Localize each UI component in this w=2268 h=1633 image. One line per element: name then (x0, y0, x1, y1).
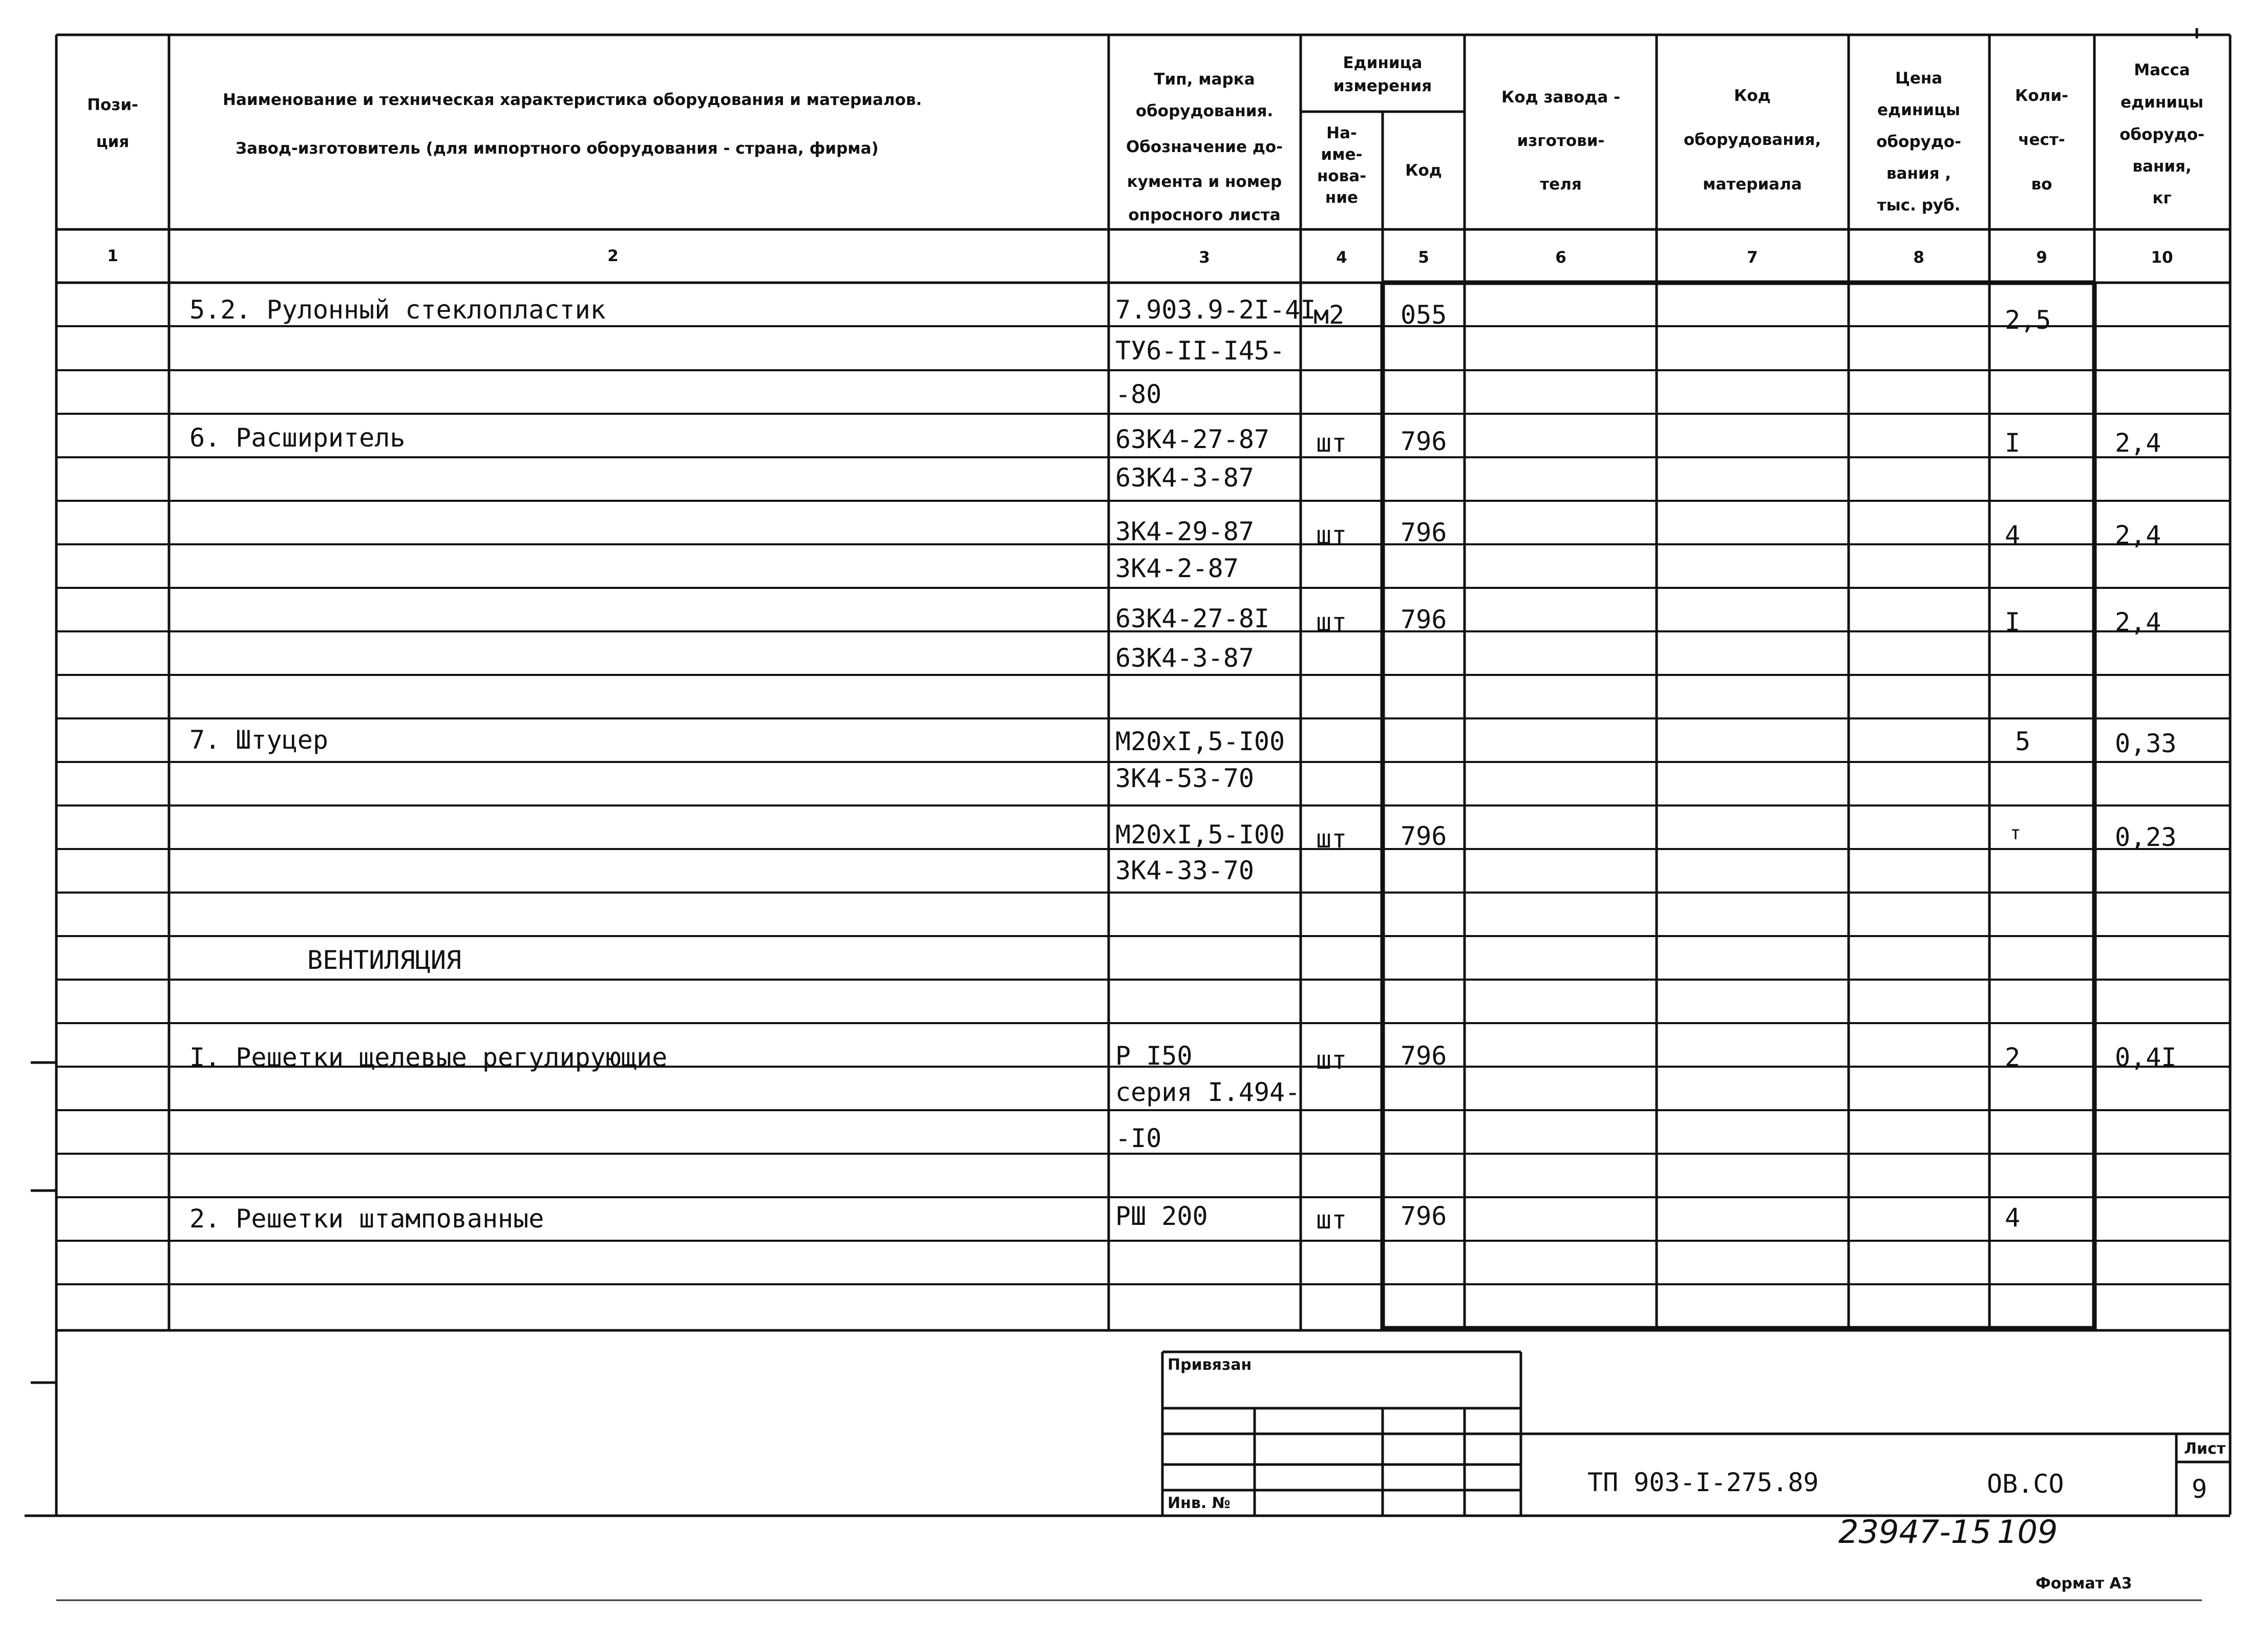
row-mass: 0,4I (2115, 1043, 2177, 1072)
handwritten-number: 23947-15 (1838, 1513, 1991, 1551)
row-type: М20хI,5-I00 (1115, 727, 1285, 756)
header-col6-line2: изготови- (1517, 132, 1605, 150)
row-type: РШ 200 (1115, 1201, 1208, 1231)
row-name: 2. Решетки штампованные (189, 1204, 544, 1234)
row-mass: 2,4 (2115, 520, 2161, 550)
row-type: 63К4-3-87 (1115, 463, 1254, 493)
row-unit: шт (1316, 1045, 1347, 1075)
format-label: Формат А3 (2036, 1575, 2132, 1593)
row-qty: 4 (2005, 520, 2021, 550)
header-col3-line1: Тип, марка (1154, 70, 1255, 89)
header-col7-line3: материала (1703, 175, 1802, 194)
row-name: 5.2. Рулонный стеклопластик (189, 295, 606, 325)
column-number-8: 8 (1913, 248, 1924, 267)
row-unit: шт (1316, 607, 1347, 637)
header-col4-line4: ние (1325, 188, 1359, 207)
row-type: -80 (1115, 379, 1162, 409)
header-col10-line5: кг (2152, 189, 2172, 207)
row-type: 63К4-27-8I (1115, 604, 1270, 633)
row-type: ТУ6-II-I45- (1115, 336, 1285, 366)
row-code: 796 (1401, 518, 1447, 547)
header-col10-line1: Масса (2134, 61, 2190, 79)
row-code: 796 (1401, 605, 1447, 634)
row-name: 6. Расширитель (189, 423, 406, 453)
row-type: 63К4-3-87 (1115, 643, 1254, 673)
header-col3-line2: оборудования. (1135, 102, 1274, 120)
row-type: серия I.494- (1115, 1077, 1301, 1107)
inventory-number-label: Инв. № (1168, 1494, 1231, 1512)
row-mass: 0,23 (2115, 822, 2177, 852)
row-unit: шт (1316, 824, 1347, 854)
row-type: Р I50 (1115, 1041, 1193, 1071)
header-col5: Код (1405, 161, 1442, 180)
row-type: 7.903.9-2I-4I (1115, 295, 1316, 325)
column-number-6: 6 (1555, 248, 1566, 267)
header-col9-line2: чест- (2018, 131, 2065, 149)
header-col1-line1: Пози- (87, 96, 138, 114)
row-unit: шт (1316, 1205, 1347, 1235)
row-name: 7. Штуцер (189, 725, 328, 755)
header-col8-line1: Цена (1895, 69, 1943, 88)
column-number-1: 1 (107, 247, 118, 265)
row-type: 3К4-2-87 (1115, 554, 1239, 583)
header-col8-line5: тыс. руб. (1877, 196, 1961, 215)
row-type: 3К4-29-87 (1115, 517, 1254, 546)
document-code: ТП 903-I-275.89 (1587, 1468, 1819, 1497)
row-type: -I0 (1115, 1123, 1162, 1153)
row-qty: 2,5 (2005, 305, 2051, 335)
row-type: 63К4-27-87 (1115, 425, 1270, 454)
attached-label: Привязан (1168, 1356, 1252, 1374)
header-col4-line3: нова- (1317, 167, 1367, 185)
header-col2-line1: Наименование и техническая характеристика оборудования и материалов. (223, 91, 922, 109)
column-number-4: 4 (1336, 248, 1347, 267)
row-mass: 2,4 (2115, 607, 2161, 637)
row-unit: шт (1316, 428, 1347, 458)
header-col6-line1: Код завода - (1501, 88, 1620, 107)
row-qty: т (2010, 823, 2021, 844)
row-code: 796 (1401, 821, 1447, 851)
row-qty: I (2005, 607, 2021, 637)
header-col4-line1: На- (1326, 124, 1357, 142)
row-type: М20хI,5-I00 (1115, 820, 1285, 850)
section-heading: ВЕНТИЛЯЦИЯ (307, 945, 462, 975)
column-number-9: 9 (2036, 248, 2047, 267)
header-col10-line3: оборудо- (2119, 125, 2205, 144)
header-col7-line1: Код (1734, 87, 1771, 105)
row-name: I. Решетки щелевые регулирующие (189, 1043, 668, 1072)
sheet-number: 9 (2192, 1474, 2208, 1504)
row-type: 3К4-53-70 (1115, 764, 1254, 793)
column-number-3: 3 (1199, 248, 1210, 267)
row-unit: м2 (1313, 300, 1345, 330)
header-col4-line2: име- (1321, 145, 1363, 164)
header-col8-line2: единицы (1877, 101, 1960, 119)
row-mass: 0,33 (2115, 729, 2177, 758)
header-col8-line3: оборудо- (1876, 133, 1961, 151)
header-col3-line5: опросного листа (1128, 206, 1281, 224)
header-col1-line2: ция (96, 133, 130, 151)
header-col2-line2: Завод-изготовитель (для импортного оборудования - страна, фирма) (236, 139, 879, 158)
row-code: 796 (1401, 1041, 1447, 1071)
row-qty: I (2005, 428, 2021, 458)
row-type: 3К4-33-70 (1115, 856, 1254, 885)
header-col10-line2: единицы (2121, 93, 2203, 112)
row-code: 796 (1401, 427, 1447, 456)
header-col9-line3: во (2031, 175, 2052, 194)
row-qty: 5 (2015, 727, 2031, 756)
document-mark: ОВ.СО (1987, 1469, 2064, 1499)
column-number-2: 2 (607, 247, 619, 265)
header-col8-line4: вания , (1886, 164, 1952, 183)
row-qty: 4 (2005, 1203, 2021, 1233)
row-code: 055 (1401, 300, 1447, 330)
row-mass: 2,4 (2115, 428, 2161, 458)
column-number-5: 5 (1418, 248, 1429, 267)
header-col3-line3: Обозначение до- (1126, 138, 1283, 156)
row-qty: 2 (2005, 1043, 2021, 1072)
header-col7-line2: оборудования, (1683, 131, 1821, 149)
row-code: 796 (1401, 1201, 1447, 1231)
header-col9-line1: Коли- (2015, 87, 2068, 105)
header-col10-line4: вания, (2132, 157, 2192, 176)
handwritten-page: 109 (1997, 1513, 2058, 1551)
header-col6-line3: теля (1540, 175, 1582, 194)
row-unit: шт (1316, 520, 1347, 550)
column-number-10: 10 (2151, 248, 2173, 267)
header-unit-line1: Единица (1343, 54, 1423, 72)
sheet-label: Лист (2184, 1440, 2226, 1458)
header-unit-line2: измерения (1333, 77, 1432, 95)
column-number-7: 7 (1747, 248, 1758, 267)
header-col3-line4: кумента и номер (1127, 173, 1282, 191)
